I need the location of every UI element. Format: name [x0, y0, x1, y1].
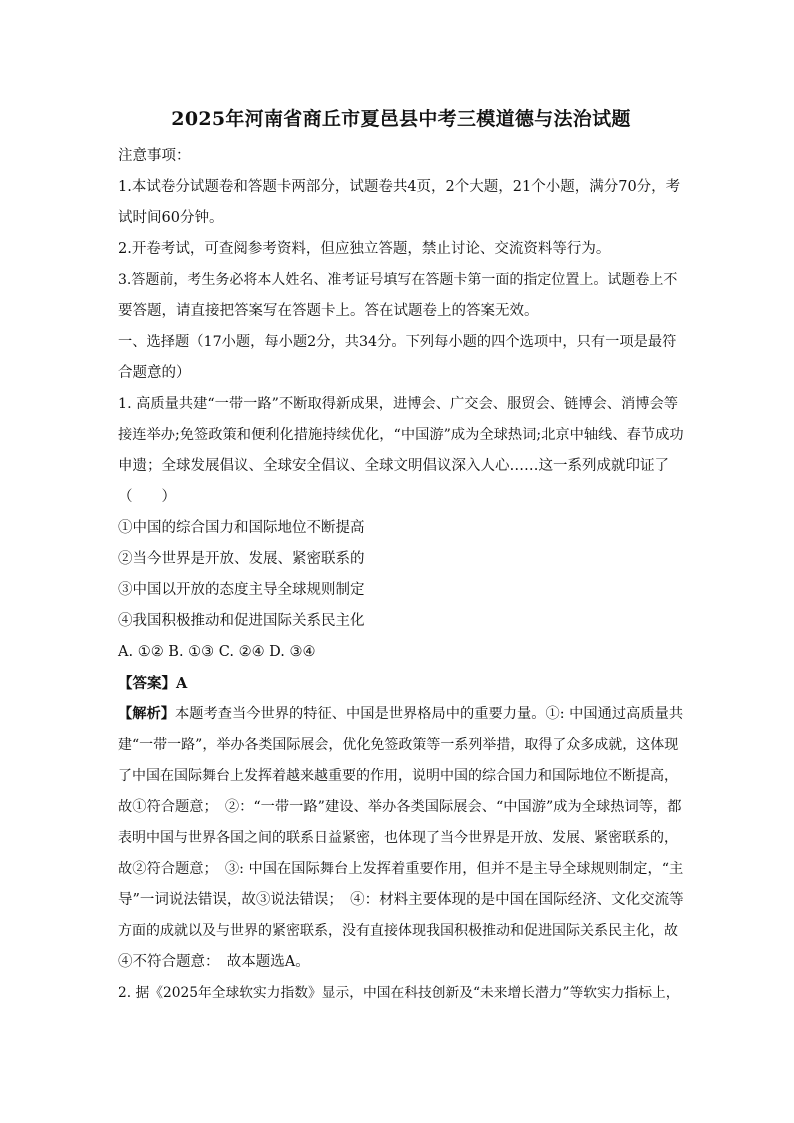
exam-title: 2025年河南省商丘市夏邑县中考三模道德与法治试题	[171, 108, 631, 130]
notice-heading: 注意事项：	[118, 148, 191, 164]
question-1-choices: A. ①② B. ①③ C. ②④ D. ③④	[118, 644, 316, 660]
question-1-statements	[118, 513, 684, 637]
analysis-label: 【解析】	[118, 706, 176, 722]
question-1-stem: 1. 高质量共建“一带一路”不断取得新成果，进博会、广交会、服贸会、链博会、消博会等 接连举办;免签政策和便利化措施持续优化，“中国游”成为全球热词;北京中轴线、春节成功 申遗；全球发展倡议、全球安全倡议、全球文明倡议深入人心……这一系列成就印证了 （ ）	[118, 396, 684, 505]
notice-item-1: 1.本试卷分试题卷和答题卡两部分，试题卷共4页，2个大题，21个小题，满分70分，考 试时间60分钟。	[118, 179, 681, 226]
statement-item: ③中国以开放的态度主导全球规则制定	[118, 582, 365, 598]
question-1-answer: 【答案】A	[118, 675, 188, 692]
notice-item-3: 3.答题前，考生务必将本人姓名、准考证号填写在答题卡第一面的指定位置上。试题卷上不 要答题，请直接把答案写在答题卡上。答在试题卷上的答案无效。	[118, 272, 678, 319]
notice-item-2: 2.开卷考试，可查阅参考资料，但应独立答题，禁止讨论、交流资料等行为。	[118, 241, 611, 257]
question-1-analysis: 【解析】本题考查当今世界的特征、中国是世界格局中的重要力量。①: 中国通过高质量共 建“一带一路”，举办各类国际展会，优化免签政策等一系列举措，取得了众多成就，这体现 了中国在国际舞台上发挥着越来越重要的作用，说明中国的综合国力和国际地位不断提高， 故①符合题意； ②：“一带一路”建设、举办各类国际展会、“中国游”成为全球热词等，都 表明中国与世界各国之间的联系日益紧密，也体现了当今世界是开放、发展、紧密联系的， 故②符合题意； ③: 中国在国际舞台上发挥着重要作用，但并不是主导全球规则制定，“主 导”一词说法错误，故③说法错误； ④：材料主要体现的是中国在国际经济、文化交流等 方面的成就以及与世界的紧密联系，没有直接体现我国积极推动和促进国际关系民主化，故 ④不符合题意： 故本题选A。	[118, 706, 684, 970]
statement-item: ①中国的综合国力和国际地位不断提高	[118, 520, 365, 536]
section-heading-choice: 一、选择题（17小题，每小题2分，共34分。下列每小题的四个选项中，只有一项是最符 合题意的）	[118, 334, 677, 381]
question-2-stem: 2. 据《2025年全球软实力指数》显示，中国在科技创新及“未来增长潜力”等软实力指标上，	[118, 985, 680, 1001]
statement-item: ④我国积极推动和促进国际关系民主化	[118, 613, 365, 629]
statement-item: ②当今世界是开放、发展、紧密联系的	[118, 551, 365, 567]
